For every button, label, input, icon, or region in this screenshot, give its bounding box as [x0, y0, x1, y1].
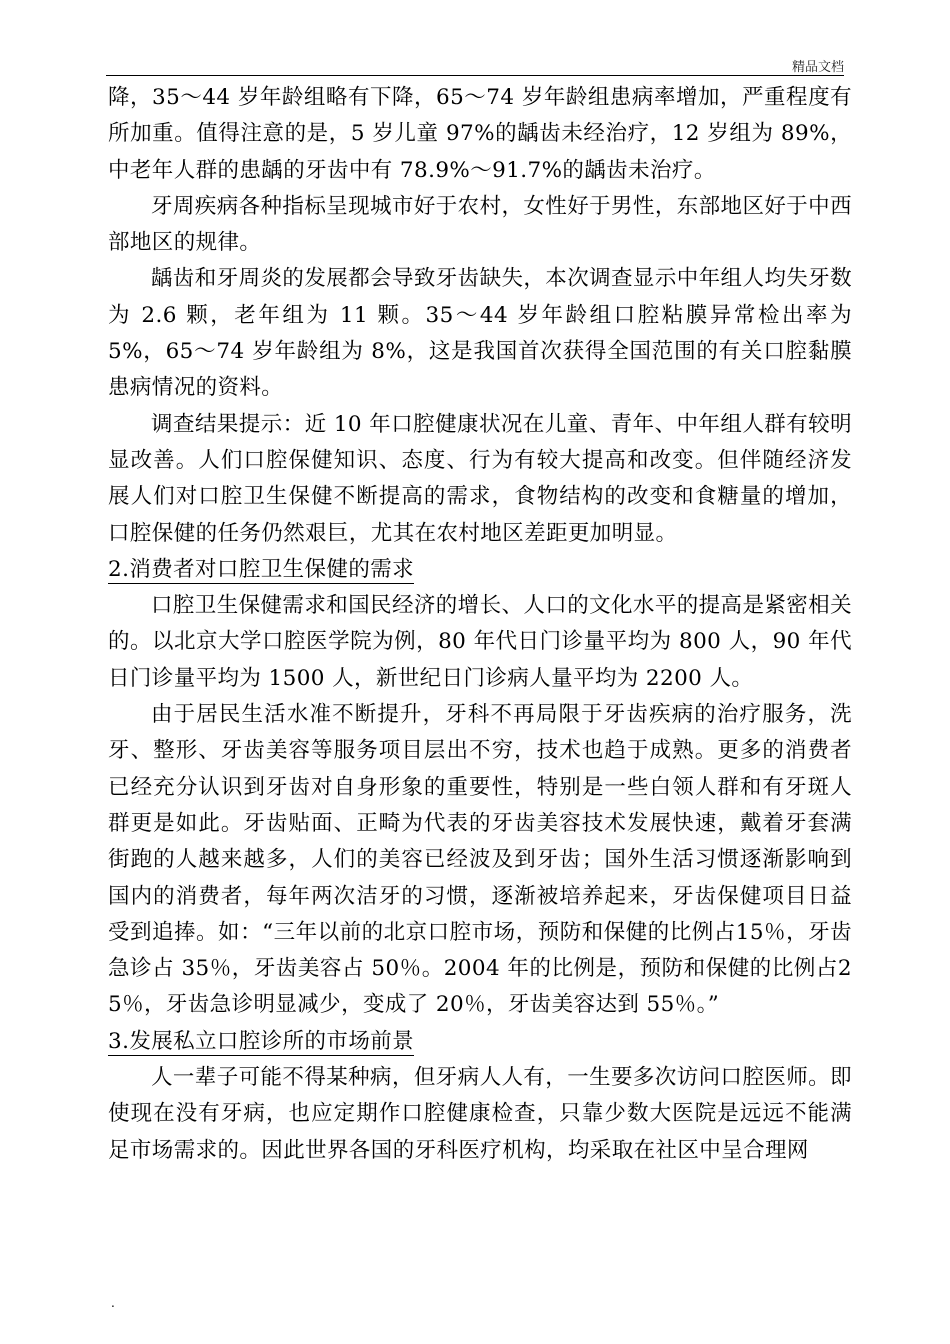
section-heading	[108, 1024, 852, 1060]
paragraph: 口腔卫生保健需求和国民经济的增长、人口的文化水平的提高是紧密相关的。以北京大学口腔医学院为例，80 年代日门诊量平均为 800 人，90 年代日门诊量平均为 1500 人，新世纪日门诊病人量平均为 2200 人。	[108, 593, 852, 691]
paragraph: 龋齿和牙周炎的发展都会导致牙齿缺失，本次调查显示中年组人均失牙数为 2.6 颗，老年组为 11 颗。35～44 岁年龄组口腔粘膜异常检出率为 5%，65～74 岁年龄组为 8%，这是我国首次获得全国范围的有关口腔黏膜患病情况的资料。	[108, 266, 852, 401]
paragraph: 由于居民生活水准不断提升，牙科不再局限于牙齿疾病的治疗服务，洗牙、整形、牙齿美容等服务项目层出不穷，技术也趋于成熟。更多的消费者已经充分认识到牙齿对自身形象的重要性，特别是一些白领人群和有牙斑人群更是如此。牙齿贴面、正畸为代表的牙齿美容技术发展快速，戴着牙套满街跑的人越来越多，人们的美容已经波及到牙齿；国外生活习惯逐渐影响到国内的消费者，每年两次洁牙的习惯，逐渐被培养起来，牙齿保健项目日益受到追捧。如：“三年以前的北京口腔市场，预防和保健的比例占15％，牙齿急诊占 35％，牙齿美容占 50％。2004 年的比例是，预防和保健的比例占25％，牙齿急诊明显减少，变成了 20％，牙齿美容达到 55％。”	[108, 702, 852, 1018]
paragraph: 牙周疾病各种指标呈现城市好于农村，女性好于男性，东部地区好于中西部地区的规律。	[108, 193, 852, 256]
document-body	[108, 80, 852, 1169]
header-rule	[106, 75, 844, 76]
section-heading-text: 3.发展私立口腔诊所的市场前景	[108, 1028, 415, 1054]
header-label: 精品文档	[791, 60, 844, 75]
paragraph: 调查结果提示：近 10 年口腔健康状况在儿童、青年、中年组人群有较明显改善。人们口腔保健知识、态度、行为有较大提高和改变。但伴随经济发展人们对口腔卫生保健不断提高的需求，食物结构的改变和食糖量的增加，口腔保健的任务仍然艰巨，尤其在农村地区差距更加明显。	[108, 411, 852, 546]
paragraph: 降，35～44 岁年龄组略有下降，65～74 岁年龄组患病率增加，严重程度有所加重。值得注意的是，5 岁儿童 97%的龋齿未经治疗，12 岁组为 89%，中老年人群的患龋的牙齿中有 78.9%～91.7%的龋齿未治疗。	[108, 85, 852, 183]
footer-mark: .	[111, 1296, 115, 1310]
section-heading-text: 2.消费者对口腔卫生保健的需求	[108, 556, 415, 582]
section-heading	[108, 552, 852, 588]
paragraph: 人一辈子可能不得某种病，但牙病人人有，一生要多次访问口腔医师。即使现在没有牙病，也应定期作口腔健康检查，只靠少数大医院是远远不能满足市场需求的。因此世界各国的牙科医疗机构，均采取在社区中呈合理网	[108, 1065, 852, 1163]
